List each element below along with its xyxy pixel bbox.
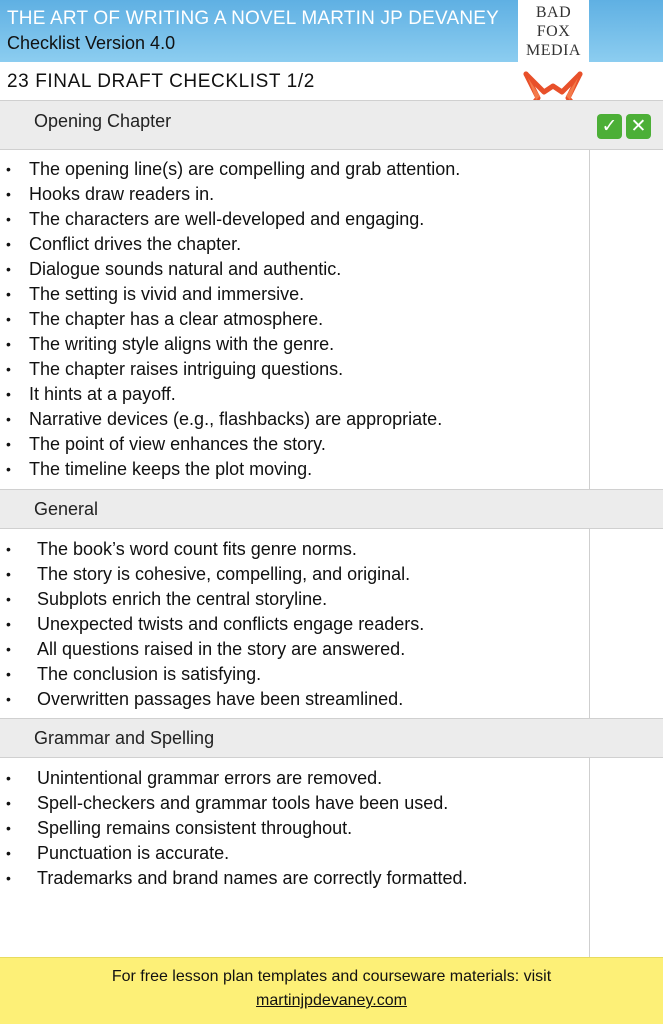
website-link[interactable]: martinjpdevaney.com [256,992,407,1009]
section-label: Grammar and Spelling [34,728,215,748]
brand-line-1: BAD [535,4,572,21]
footer-banner [0,957,663,1024]
checkbox-column-divider [589,101,590,957]
brand-line-3: MEDIA [526,42,581,59]
section-header-grammar-spelling [0,718,663,758]
section-label: General [34,499,99,519]
section-header-opening-chapter [0,100,663,150]
brand-line-2: FOX [536,23,571,40]
brand-wordmark [518,0,589,62]
checkbox-legend [597,114,651,139]
cross-mark-icon[interactable]: ✕ [626,114,651,139]
section-label: Opening Chapter [34,111,172,131]
page-title: 23 FINAL DRAFT CHECKLIST 1/2 [7,71,315,92]
checklist-version: Checklist Version 4.0 [7,33,176,53]
section-header-general [0,489,663,529]
check-mark-icon[interactable]: ✓ [597,114,622,139]
document-title: THE ART OF WRITING A NOVEL MARTIN JP DEVANEY [7,8,499,29]
footer-text: For free lesson plan templates and courseware materials: visit [111,968,552,985]
